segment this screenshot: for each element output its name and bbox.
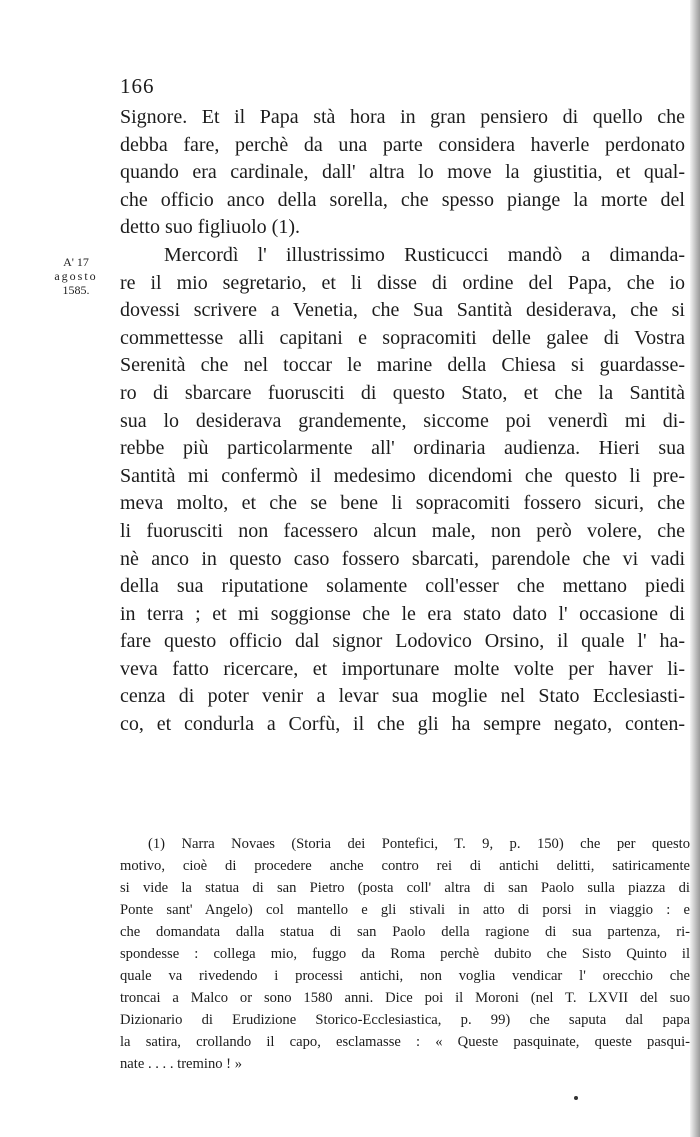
margin-date-month: agosto xyxy=(54,269,98,283)
page-number: 166 xyxy=(120,74,155,98)
body-line: detto suo figliuolo (1). xyxy=(120,216,300,239)
body-line: Serenità che nel toccar le marine della Chiesa si guardasse- xyxy=(120,354,685,377)
body-line: rebbe più particolarmente all' ordinaria audienza. Hieri sua xyxy=(120,437,685,460)
footnote-line: spondesse : collega mio, fuggo da Roma perchè dubito che Sisto Quinto il xyxy=(120,946,690,962)
footnote-line: che domandata dalla statua di san Paolo della ragione di sua partenza, ri- xyxy=(120,924,690,940)
footnote-line: troncai a Malco or sono 1580 anni. Dice poi il Moroni (nel T. LXVII del suo xyxy=(120,990,690,1006)
body-line: ro di sbarcare fuorusciti di questo Stato, et che la Santità xyxy=(120,381,685,404)
body-line: dovessi scrivere a Venetia, che Sua Santità desiderava, che si xyxy=(120,299,685,322)
body-line: Mercordì l' illustrissimo Rusticucci mandò a dimanda- xyxy=(164,243,685,266)
footnote-line: quale va rivedendo i processi antichi, non voglia vendicar l' orecchio che xyxy=(120,968,690,984)
body-line: cenza di poter venir a levar sua moglie nel Stato Ecclesiasti- xyxy=(120,685,685,708)
page-edge xyxy=(690,0,700,1137)
body-line: debba fare, perchè da una parte considera haverle perdonato xyxy=(120,133,685,156)
body-line: in terra ; et mi soggionse che le era stato dato l' occasione di xyxy=(120,602,685,625)
body-line: meva molto, et che se bene li sopracomiti fossero sicuri, che xyxy=(120,492,685,515)
footnote-line: Dizionario di Erudizione Storico-Ecclesiastica, p. 99) che saputa dal papa xyxy=(120,1012,690,1028)
margin-date-year: 1585. xyxy=(62,283,90,297)
body-line: sua lo desiderava grandemente, siccome poi venerdì mi di- xyxy=(120,409,685,432)
footnote-line: motivo, cioè di procedere anche contro rei di antichi delitti, satiricamente xyxy=(120,858,690,874)
body-line: Signore. Et il Papa stà hora in gran pensiero di quello che xyxy=(120,106,685,128)
body-line: Santità mi confermò il medesimo dicendomi che questo li pre- xyxy=(120,464,685,487)
footnote xyxy=(120,833,690,1075)
body-line: della sua riputatione solamente coll'esser che mettano piedi xyxy=(120,575,685,598)
body-text xyxy=(120,104,685,739)
body-line: li fuorusciti non facessero alcun male, non però volere, che xyxy=(120,519,685,542)
ink-speck xyxy=(574,1096,578,1100)
body-line: nè anco in questo caso fossero sbarcati, parendole che vi vadi xyxy=(120,547,685,570)
body-line: quando era cardinale, dall' altra lo move la giustitia, et qual- xyxy=(120,161,685,184)
body-line: fare questo officio dal signor Lodovico Orsino, il quale l' ha- xyxy=(120,630,685,653)
footnote-line: Ponte sant' Angelo) col mantello e gli stivali in atto di porsi in viaggio : e xyxy=(120,902,690,918)
body-line: re il mio segretario, et li disse di ordine del Papa, che io xyxy=(120,271,685,294)
body-line: che officio anco della sorella, che spesso piange la morte del xyxy=(120,188,685,211)
body-line: commettesse alli capitani e sopracomiti delle galee di Vostra xyxy=(120,326,685,349)
body-line: co, et condurla a Corfù, il che gli ha sempre negato, conten- xyxy=(120,713,685,736)
footnote-line: nate . . . . tremino ! » xyxy=(120,1056,242,1072)
footnote-line: si vide la statua di san Pietro (posta coll' altra di san Paolo sulla piazza di xyxy=(120,880,690,896)
margin-date-day: A' 17 xyxy=(63,255,89,269)
margin-date-note xyxy=(46,255,106,297)
footnote-line: la satira, crollando il capo, esclamasse : « Queste pasquinate, queste pasqui- xyxy=(120,1034,690,1050)
footnote-line: (1) Narra Novaes (Storia dei Pontefici, T. 9, p. 150) che per questo xyxy=(148,836,690,852)
body-line: veva fatto ricercare, et importunare molte volte per haver li- xyxy=(120,657,685,680)
